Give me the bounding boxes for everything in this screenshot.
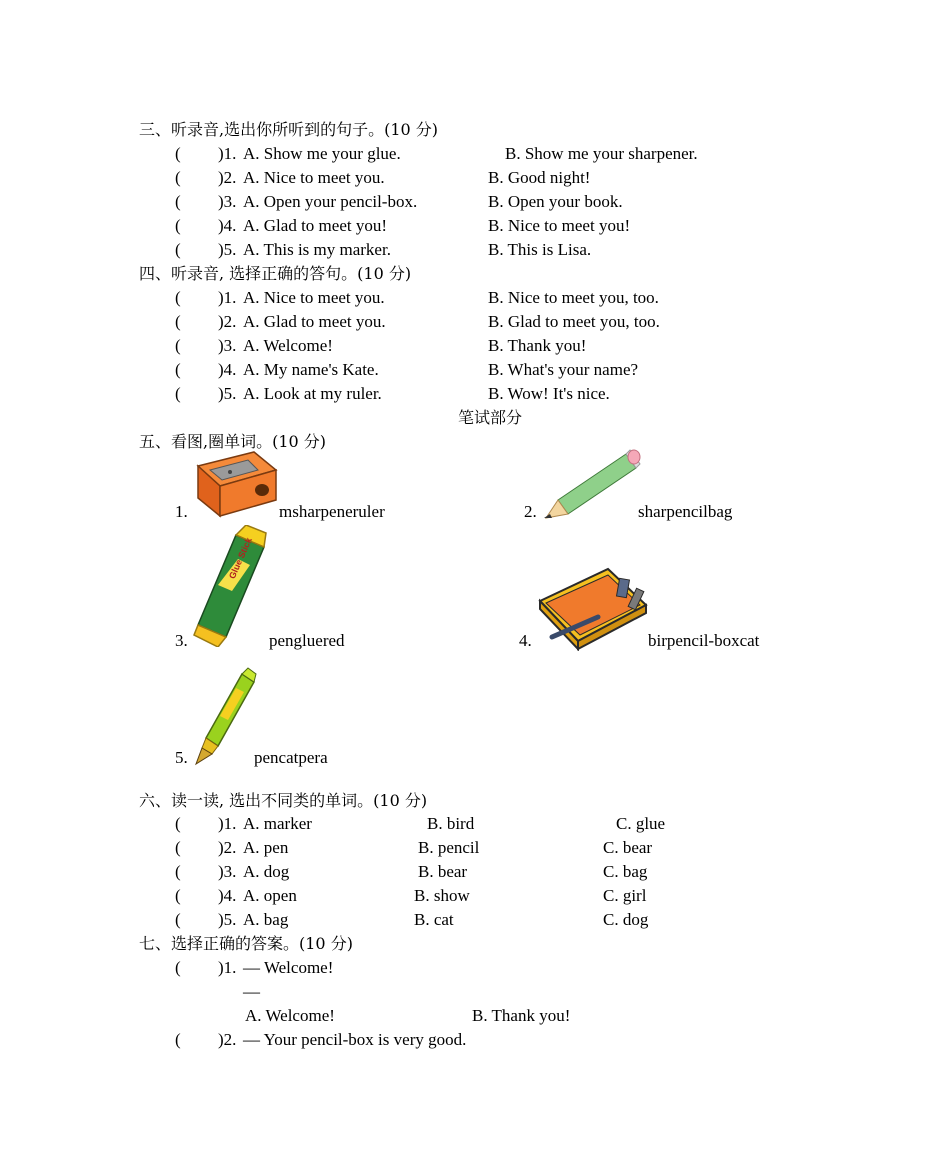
section5-item1-number: 1. [175,502,188,521]
section6-q3-option-c: C. bag [603,862,648,881]
section5-item5-number: 5. [175,748,188,767]
section4-q3-option-b: B. Thank you! [488,336,587,355]
section4-heading: 四、听录音, 选择正确的答句。(10 分) [139,264,412,283]
section6-q5-option-c: C. dog [603,910,649,929]
section5-item1-letters: msharpeneruler [279,502,385,521]
section4-q2-number: )2. [218,312,237,331]
section3-q4-option-b: B. Nice to meet you! [488,216,631,235]
section4-q5-option-b: B. Wow! It's nice. [488,384,610,403]
section6-q5-number: )5. [218,910,237,929]
pencil-box-icon [536,565,652,651]
section3-q5-number: )5. [218,240,237,259]
section5-item2-number: 2. [524,502,537,521]
section4-q1-number: )1. [218,288,237,307]
section3-q5-blank[interactable]: ( [175,240,181,259]
section4-q3-blank[interactable]: ( [175,336,181,355]
section6-q2-blank[interactable]: ( [175,838,181,857]
section3-q3-blank[interactable]: ( [175,192,181,211]
section6-q3-option-b: B. bear [418,862,468,881]
section4-q1-option-a: A. Nice to meet you. [243,288,385,307]
section4-q1-option-b: B. Nice to meet you, too. [488,288,659,307]
section7-q1-option-a: A. Welcome! [245,1006,335,1025]
glue-stick-icon [192,525,272,647]
section3-q3-number: )3. [218,192,237,211]
section7-q1-response-dash: — [243,982,260,1001]
section3-heading: 三、听录音,选出你所听到的句子。(10 分) [139,120,439,139]
section3-q2-option-a: A. Nice to meet you. [243,168,385,187]
section5-item5-letters: pencatpera [254,748,328,767]
section6-q4-option-a: A. open [243,886,297,905]
section6-q1-number: )1. [218,814,237,833]
section7-q2-blank[interactable]: ( [175,1030,181,1049]
section3-q3-option-b: B. Open your book. [488,192,623,211]
section4-q3-number: )3. [218,336,237,355]
section5-heading: 五、看图,圈单词。(10 分) [139,432,327,451]
section3-q2-number: )2. [218,168,237,187]
section6-q4-blank[interactable]: ( [175,886,181,905]
section4-q4-number: )4. [218,360,237,379]
section7-q2-number: )2. [218,1030,237,1049]
section7-q1-number: )1. [218,958,237,977]
section5-item3-number: 3. [175,631,188,650]
section7-q1-option-b: B. Thank you! [472,1006,571,1025]
section3-q1-option-a: A. Show me your glue. [243,144,401,163]
section3-q5-option-a: A. This is my marker. [243,240,391,259]
glue-stick-label: Glue Stick [226,536,254,581]
section6-q2-option-c: C. bear [603,838,653,857]
written-part-title: 笔试部分 [458,408,523,427]
section3-q2-blank[interactable]: ( [175,168,181,187]
section4-q5-blank[interactable]: ( [175,384,181,403]
section3-q4-number: )4. [218,216,237,235]
section3-q4-blank[interactable]: ( [175,216,181,235]
section3-q1-number: )1. [218,144,237,163]
section6-q1-option-a: A. marker [243,814,312,833]
section4-q3-option-a: A. Welcome! [243,336,333,355]
section4-q1-blank[interactable]: ( [175,288,181,307]
section4-q4-blank[interactable]: ( [175,360,181,379]
pencil-icon [540,448,644,520]
section3-q4-option-a: A. Glad to meet you! [243,216,387,235]
section7-heading: 七、选择正确的答案。(10 分) [139,934,353,953]
section5-item2-letters: sharpencilbag [638,502,733,521]
section4-q2-blank[interactable]: ( [175,312,181,331]
section6-q2-option-b: B. pencil [418,838,480,857]
section6-q3-blank[interactable]: ( [175,862,181,881]
sharpener-icon [192,448,278,520]
section3-q2-option-b: B. Good night! [488,168,591,187]
section4-q4-option-b: B. What's your name? [488,360,639,379]
section6-q5-option-b: B. cat [414,910,454,929]
section6-q1-blank[interactable]: ( [175,814,181,833]
section6-q4-number: )4. [218,886,237,905]
section5-item4-number: 4. [519,631,532,650]
section6-q2-option-a: A. pen [243,838,289,857]
section3-q1-option-b: B. Show me your sharpener. [505,144,698,163]
section6-q2-number: )2. [218,838,237,857]
section6-q1-option-c: C. glue [616,814,666,833]
section6-q5-option-a: A. bag [243,910,289,929]
section3-q5-option-b: B. This is Lisa. [488,240,592,259]
section7-q1-blank[interactable]: ( [175,958,181,977]
section7-q2-prompt: — Your pencil-box is very good. [243,1030,467,1049]
section4-q4-option-a: A. My name's Kate. [243,360,379,379]
section6-q5-blank[interactable]: ( [175,910,181,929]
section6-q3-number: )3. [218,862,237,881]
section4-q2-option-a: A. Glad to meet you. [243,312,386,331]
section6-q4-option-c: C. girl [603,886,647,905]
section7-q1-prompt: — Welcome! [243,958,334,977]
section6-q3-option-a: A. dog [243,862,290,881]
section3-q1-blank[interactable]: ( [175,144,181,163]
section5-item4-letters: birpencil-boxcat [648,631,760,650]
section5-item3-letters: pengluered [269,631,345,650]
pen-icon [190,666,260,766]
section4-q2-option-b: B. Glad to meet you, too. [488,312,660,331]
section4-q5-option-a: A. Look at my ruler. [243,384,382,403]
section3-q3-option-a: A. Open your pencil-box. [243,192,418,211]
section4-q5-number: )5. [218,384,237,403]
section6-q4-option-b: B. show [414,886,470,905]
section6-heading: 六、读一读, 选出不同类的单词。(10 分) [139,791,428,810]
section6-q1-option-b: B. bird [427,814,475,833]
